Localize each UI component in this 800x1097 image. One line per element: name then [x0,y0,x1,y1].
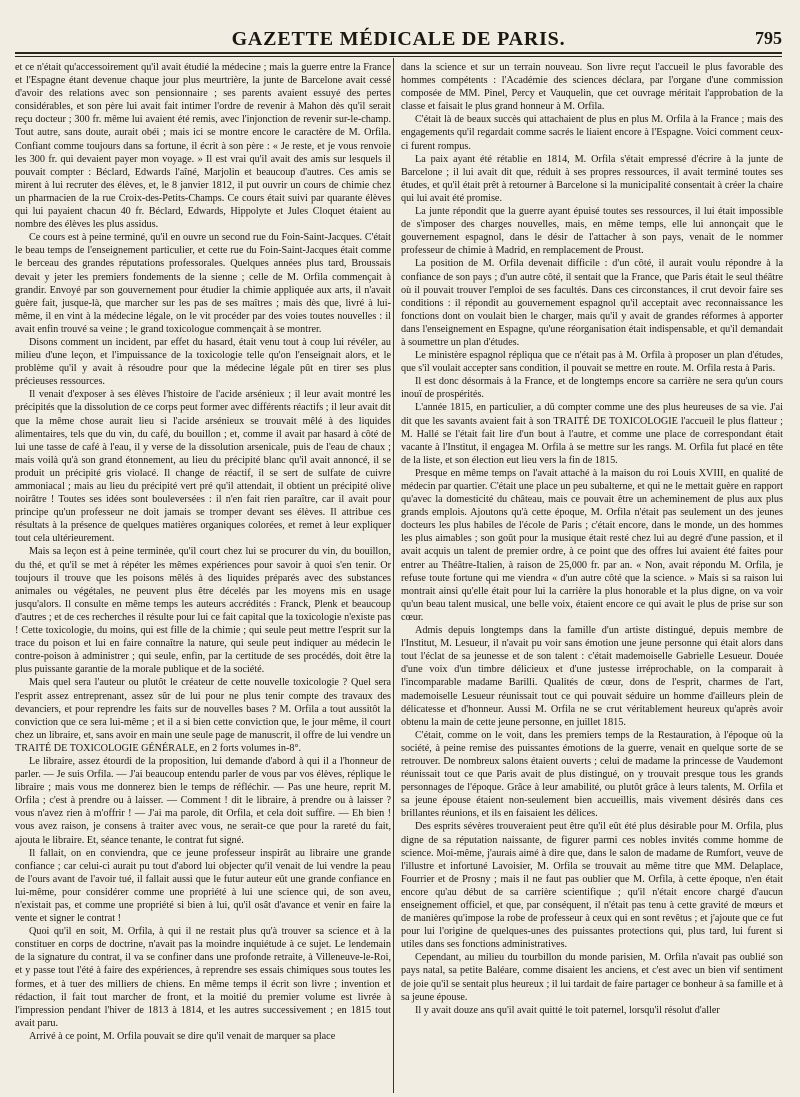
paragraph: Il venait d'exposer à ses élèves l'histoire de l'acide arsénieux ; il leur avait montré les précipités que la dissolution de ce corps peut former avec différents réactifs ; il leur avait dit que la même chose aurait lieu si l'acide arsénieux se trouvait mêlé à des liquides alimentaires, tels que du vin, du café, du bouillon ; et, comme il avait par hasard à côté de lui une tasse de café à l'eau, il y verse de la dissolution arsenicale, puis de l'eau de chaux ; mais voilà qu'à son grand étonnement, au lieu du précipité blanc qu'il avait annoncé, il se produit un précipité gris violacé. Il change de réactif, il se sert de sulfate de cuivre ammoniacal ; mais au lieu du précipité vert pré qu'il attendait, il obtient un précipité olive noirâtre ! Toutes ses idées sont bouleversées : il n'en fait rien paraître, car il avait pour principe qu'un professeur ne doit jamais se tromper devant ses élèves. Il attribue ces résultats à la présence de quelques matières organiques colorées, et remet à leur expliquer tout cela ultérieurement. [15,389,391,545]
paragraph: Il fallait, on en conviendra, que ce jeune professeur inspirât au libraire une grande confiance ; car celui-ci aurait pu tout d'abord lui objecter qu'il venait de lui vendre la peau de l'ours avant de l'avoir tué, il fallait aussi que le futur auteur eût une grande confiance en lui-même, pour considérer comme une propriété à lui une science qui, de son aveu, n'existait pas, et comme une propriété si bien à lui, qu'il osât d'avance et venir en faire la vente et signer le contrat ! [15,847,391,925]
paragraph: Des esprits sévères trouveraient peut être qu'il eût été plus désirable pour M. Orfila, plus digne de sa réputation naissante, de figurer parmi ces nobles invités comme homme de science. Moi-même, j'aurais aimé à dire que, dans le salon de madame de Rumfort, veuve de l'illustre et infortuné Lavoisier, M. Orfila se trouvait au même titre que MM. Delaplace, Fourrier et de Prosny ; mais il ne faut pas oublier que M. Orfila, à cette époque, n'en était encore qu'au début de sa carrière scientifique ; qu'il n'était encore chargé d'aucun enseignement officiel, et que, par conséquent, il n'était pas tenu à cette gravité de mœurs et de manières qu'impose la robe de professeur à ceux qui en sont revêtus ; et j'ajoute que ce fut pour lui l'origine de quelques-unes des puissantes protections qui, plus tard, lui furent si utiles dans ses fonctions administratives. [401,821,783,951]
header-rule-thick [15,52,782,54]
paragraph: La junte répondit que la guerre ayant épuisé toutes ses ressources, il lui était impossible de s'imposer des charges nouvelles, mais, en même temps, elle lui annonçait que le gouvernement espagnol, dans le désir de l'attacher à son pays, venait de le nommer professeur de chimie à Madrid, en remplacement de Proust. [401,206,783,257]
paragraph: C'était là de beaux succès qui attachaient de plus en plus M. Orfila à la France ; mais des engagements qu'il regardait comme sacrés le liaient encore à l'Espagne. Voici comment ceux-ci furent rompus. [401,114,783,152]
paragraph: Le ministère espagnol répliqua que ce n'était pas à M. Orfila à proposer un plan d'études, que s'il voulait accepter sans condition, il pouvait se mettre en route. M. Orfila resta à Paris. [401,350,783,375]
page-header [15,26,782,52]
paragraph: Mais sa leçon est à peine terminée, qu'il court chez lui se procurer du vin, du bouillon, du thé, et qu'il se met à répéter les mêmes expériences pour savoir à quoi s'en tenir. Or toujours il trouve que les poisons mêlés à des liquides préparés avec des substances animales ou végétales, ne peuvent plus être décelés par les moyens mis en usage jusqu'alors. Il consulte en même temps les auteurs accrédités : Franck, Plenk et beaucoup d'autres ; et de ces recherches il résulte pour lui ce fait capital que la toxicologie n'existe pas ! Cette toxicologie, du moins, qui est fille de la chimie ; qui seule peut mettre l'esprit sur la trace du poison et lui en faire connaître la nature, qui seule peut indiquer au médecin le contre-poison à administrer ; qui seule, enfin, par la certitude de ses procédés, doit être la plus puissante garantie de la morale publique et de la société. [15,546,391,676]
left-column [15,61,391,1089]
paragraph: Mais quel sera l'auteur ou plutôt le créateur de cette nouvelle toxicologie ? Quel sera l'esprit assez entreprenant, assez sûr de lui pour ne plus tenir compte des travaux des devanciers, et pour reprendre les faits sur de nouvelles bases ? M. Orfila a tout aussitôt la conviction que ce sera lui-même ; et il a si bien cette conviction que, le jour même, il court chez un libraire, et, sans avoir en main une seule page de manuscrit, il offre de lui vendre un TRAITÉ DE TOXICOLOGIE GÉNÉRALE, en 2 forts volumes in-8°. [15,677,391,754]
header-rule-thin [15,56,782,57]
page-number: 795 [755,28,782,48]
paragraph: Admis depuis longtemps dans la famille d'un artiste distingué, depuis membre de l'Institut, M. Lesueur, il n'avait pu voir sans émotion une jeune personne qui était alors dans tout l'éclat de sa jeunesse et de son talent : c'était mademoiselle Gabrielle Lesueur. Douée d'une voix d'un timbre délicieux et d'une justesse irréprochable, on la comparait à l'incomparable madame Barilli. Qualités de cœur, dons de l'esprit, charmes de l'art, mademoiselle Lesueur réunissait tout ce qui pouvait séduire un homme d'ailleurs plein de délicatesse et d'honneur. Aussi M. Orfila ne se crut véritablement heureux qu'après avoir obtenu la main de cette jeune personne, en juillet 1815. [401,625,783,728]
paragraph: Le libraire, assez étourdi de la proposition, lui demande d'abord à qui il a l'honneur de parler. — Je suis Orfila. — J'ai beaucoup entendu parler de vous par vos élèves, réplique le libraire ; mais vous me donnerez bien le temps de réfléchir. — Pas une heure, reprit M. Orfila ; c'est à prendre ou à laisser. — Comment ! dit le libraire, à prendre ou à laisser ? vous n'avez rien à m'offrir ! — J'ai ma parole, dit Orfila, et cela doit suffire. — Eh bien ! vous avez raison, je consens à traiter avec vous, ne serait-ce que pour la rareté du fait, ajouta le libraire. Et, séance tenante, le contrat fut signé. [15,755,391,846]
paragraph: et ce n'était qu'accessoirement qu'il avait étudié la médecine ; mais la guerre entre la France et l'Espagne étant devenue chaque jour plus meurtrière, la junte de Barcelone avait cessé d'avoir des relations avec son pensionnaire ; ses parents avaient essuyé des pertes considérables, et son père lui avait fait intimer l'ordre de revenir à Mahon dès qu'il serait reçu docteur ; 300 fr. même lui avaient été remis, avec l'injonction de revenir sur-le-champ. Tout autre, sans doute, aurait obéi ; mais ici se montre encore le caractère de M. Orfila. Confiant comme toujours dans sa fortune, il écrit à son père : « Je reste, et je vous renvoie les 300 fr. qui devaient payer mon voyage. » Il est vrai qu'il avait des amis sur lesquels il pouvait compter : Béclard, Edwards l'aîné, Marjolin et beaucoup d'autres. Ces amis se mirent à lui recruter des élèves, et, le 8 janvier 1812, il put ouvrir un cours de chimie chez un pharmacien de la rue Croix-des-Petits-Champs. Ce cours était suivi par quarante élèves qui lui payaient chacun 40 fr. Béclard, Edwards, Hippolyte et Jules Cloquet étaient au nombre des élèves les plus assidus. [15,62,391,231]
paragraph: dans la science et sur un terrain nouveau. Son livre reçut l'accueil le plus favorable des hommes compétents : l'Académie des sciences déclara, par l'organe d'une commission composée de MM. Pinel, Percy et Vauquelin, que cet ouvrage méritait l'approbation de la classe et faisait le plus grand honneur à M. Orfila. [401,62,783,113]
paragraph: Presque en même temps on l'avait attaché à la maison du roi Louis XVIII, en qualité de médecin par quartier. C'était une place un peu subalterne, et qui ne le mettait guère en rapport qu'avec la domesticité du château, mais ce pouvait être un acheminement de plus aux plus grands emplois. Ajoutons qu'à cette époque, M. Orfila n'était pas seulement un des jeunes docteurs les plus habiles de l'école de Paris ; c'était encore, dans le monde, un des hommes les plus aimables ; son goût pour la musique était resté chez lui au degré d'une passion, et il avait acquis un talent de premier ordre, à ce point que des offres lui avaient été faites pour entrer au Théâtre-Italien, à raison de 25,000 fr. par an. « Non, avait répondu M. Orfila, je refuse toute fortune qui me viendra « d'un autre côté que la science. » Mais si sa raison lui montrait ainsi qu'elle était pour lui la carrière la plus honorable et la plus digne, on va voir qu'un beau talent musical, une belle voix, étaient encore ce qui avait le plus de prise sur son cœur. [401,467,783,623]
paragraph: Disons comment un incident, par effet du hasard, était venu tout à coup lui révéler, au milieu d'une leçon, et l'impuissance de la toxicologie telle qu'on l'enseignait alors, et le problème qu'il y avait à résoudre pour que la médecine légale pût en tirer ses plus précieuses ressources. [15,336,391,388]
paragraph: Cependant, au milieu du tourbillon du monde parisien, M. Orfila n'avait pas oublié son pays natal, sa petite Baléare, comme disaient les anciens, et c'est avec un bien vif sentiment de joie qu'il se sentait plus heureux ; il lui tardait de faire partager ce bonheur à sa famille et à sa jeune épouse. [401,952,783,1003]
paragraph: La position de M. Orfila devenait difficile : d'un côté, il aurait voulu répondre à la confiance de son pays ; d'un autre côté, il sentait que la France, que Paris était le seul théâtre où il pouvait trouver l'emploi de ses facultés. Dans ces circonstances, il crut devoir faire ses conditions : il répondit au gouvernement espagnol qu'il acceptait avec reconnaissance les fonctions dont on voulait bien le charger, mais qu'il y avait de grandes réformes à apporter dans l'enseignement en Espagne, qu'une réorganisation était indispensable, et qu'il demandait à soumettre un plan d'études. [401,258,783,348]
right-column [401,61,783,1089]
paragraph: C'était, comme on le voit, dans les premiers temps de la Restauration, à l'époque où la société, à peine remise des puissantes émotions de la guerre, venait en quelque sorte de se retrouver. De nombreux salons étaient ouverts ; celui de madame la princesse de Vaudemont réunissait tout ce que Paris avait de plus distingué, on y trouvait presque tous les grands personnages de l'époque. Grâce à leur amabilité, ou plutôt grâce à leurs talents, M. Orfila et sa jeune épouse étaient non-seulement bien accueillis, mais vivement désirés dans ces brillantes réunions, et ils en faisaient les délices. [401,729,783,820]
paragraph: La paix ayant été rétablie en 1814, M. Orfila s'était empressé d'écrire à la junte de Barcelone ; il lui avait dit que, réduit à ses propres ressources, il avait terminé toutes ses études, et qu'il était prêt à retourner à Barcelone si la municipalité consentait à créer la chaire qui lui avait été promise. [401,153,783,204]
paragraph: Arrivé à ce point, M. Orfila pouvait se dire qu'il venait de marquer sa place [29,1030,336,1042]
journal-title: GAZETTE MÉDICALE DE PARIS. [231,28,566,50]
paragraph: Quoi qu'il en soit, M. Orfila, à qui il ne restait plus qu'à trouver sa science et à la constituer en corps de doctrine, n'avait pas la moindre inquiétude à ce sujet. Le lendemain de la signature du contrat, il va se confiner dans une profonde retraite, à Villeneuve-le-Roi, et y passe tout l'été à faire des expériences, à reprendre ses essais chimiques sous toutes les formes, et à tuer des milliers de chiens. En même temps il écrit son livre ; invention et rédaction, il fait tout marcher de front, et la moitié du premier volume est livrée à l'impression pendant l'hiver de 1813 à 1814, et les autres successivement ; en 1815 tout avait paru. [15,926,391,1029]
paragraph: Il y avait douze ans qu'il avait quitté le toit paternel, lorsqu'il résolut d'aller [415,1004,720,1016]
column-divider [393,58,394,1093]
paragraph: Ce cours est à peine terminé, qu'il en ouvre un second rue du Foin-Saint-Jacques. C'était le beau temps de l'enseignement particulier, et cette rue du Foin-Saint-Jacques était comme le berceau des grandes réputations professorales. Quelques années plus tard, Broussais devait y jeter les premiers fondements de la sienne ; celle de M. Orfila commençait à grandir. Envoyé par son gouvernement pour étudier la chimie appliquée aux arts, il n'avait guère fait, jusque-là, que marcher sur les pas de ses maîtres ; mais dès que, livré à lui-même, il en vint à la médecine légale, on le vit procéder par des voies toutes nouvelles : il avait enfin trouvé sa veine ; le grand toxicologue commençait à se montrer. [15,232,391,335]
paragraph: Il est donc désormais à la France, et de longtemps encore sa carrière ne sera qu'un cours inouï de prospérités. [401,376,783,401]
paragraph: L'année 1815, en particulier, a dû compter comme une des plus heureuses de sa vie. J'ai dit que les savants avaient fait à son TRAITÉ DE TOXICOLOGIE l'accueil le plus flatteur ; M. Hallé se l'était fait lire d'un bout à l'autre, et comme une place de correspondant était vacante à l'Institut, il engagea M. Orfila à se mettre sur les rangs. M. Orfila fut placé en tête de la liste, et son élection eut lieu vers la fin de 1815. [401,402,783,466]
